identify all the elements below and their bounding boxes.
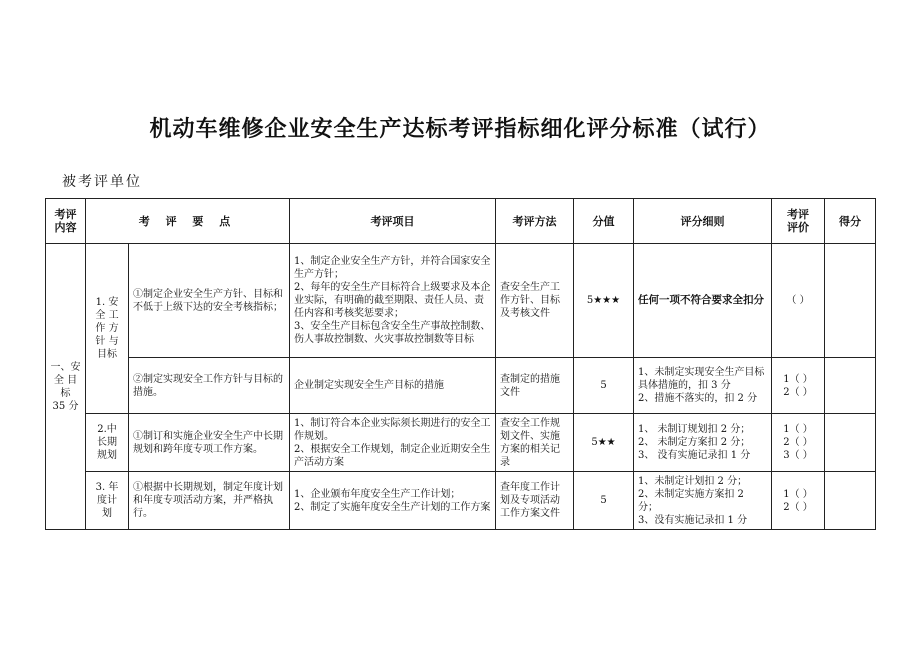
category-cell: 3. 年 度计 划 <box>86 472 129 530</box>
document-title: 机动车维修企业安全生产达标考评指标细化评分标准（试行） <box>149 117 771 142</box>
item-cell: 1、制定企业安全生产方针，并符合国家安全生产方针； 2、每年的安全生产目标符合上级要求及本企业实际，有明确的截至期限、责任人员、责任内容和考核奖惩要求； 3、安全生产目标包含安全生产事故控制数、伤人事故控制数、火灾事故控制数等目标 <box>290 244 496 358</box>
detail-cell: 1、未制定实现安全生产目标具体措施的，扣 3 分 2、措施不落实的，扣 2 分 <box>634 358 772 414</box>
point-cell: ①根据中长期规划，制定年度计划和年度专项活动方案，并严格执行。 <box>129 472 290 530</box>
item-cell: 1、企业颁布年度安全生产工作计划； 2、制定了实施年度安全生产计划的工作方案 <box>290 472 496 530</box>
eval-cell: 1（ ） 2（ ） 3（ ） <box>772 414 825 472</box>
result-cell <box>825 414 876 472</box>
method-cell: 查制定的措施文件 <box>496 358 574 414</box>
detail-cell: 任何一项不符合要求全扣分 <box>634 244 772 358</box>
item-cell: 1、制订符合本企业实际须长期进行的安全工作规划。 2、根据安全工作规划，制定企业近期安全生产活动方案 <box>290 414 496 472</box>
category-cell: 1. 安 全 工 作 方 针 与 目标 <box>86 244 129 414</box>
method-cell: 查年度工作计划及专项活动工作方案文件 <box>496 472 574 530</box>
score-cell: 5★★★ <box>574 244 634 358</box>
detail-cell: 1、 未制订规划扣 2 分； 2、 未制定方案扣 2 分； 3、 没有实施记录扣 1 分 <box>634 414 772 472</box>
table-row <box>46 358 876 414</box>
eval-cell: （ ） <box>772 244 825 358</box>
point-cell: ①制定企业安全生产方针、目标和不低于上级下达的安全考核指标； <box>129 244 290 358</box>
method-cell: 查安全生产工作方针、目标及考核文件 <box>496 244 574 358</box>
result-cell <box>825 358 876 414</box>
score-cell: 5 <box>574 358 634 414</box>
section-cell: 一、安 全 目 标 35 分 <box>46 244 86 530</box>
category-cell: 2.中 长期 规划 <box>86 414 129 472</box>
detail-cell: 1、未制定计划扣 2 分； 2、未制定实施方案扣 2 分； 3、没有实施记录扣 1 分 <box>634 472 772 530</box>
result-cell <box>825 244 876 358</box>
header-points: 考 评 要 点 <box>86 199 290 244</box>
point-cell: ①制订和实施企业安全生产中长期规划和跨年度专项工作方案。 <box>129 414 290 472</box>
header-row <box>46 199 876 244</box>
point-cell: ②制定实现安全工作方针与目标的措施。 <box>129 358 290 414</box>
eval-cell: 1（ ） 2（ ） <box>772 358 825 414</box>
score-cell: 5★★ <box>574 414 634 472</box>
header-result: 得分 <box>825 199 876 244</box>
table-row <box>46 414 876 472</box>
evaluated-unit-label: 被考评单位 <box>62 174 142 190</box>
header-method: 考评方法 <box>496 199 574 244</box>
score-cell: 5 <box>574 472 634 530</box>
scoring-table <box>45 198 876 530</box>
header-content: 考评 内容 <box>46 199 86 244</box>
header-eval: 考评 评价 <box>772 199 825 244</box>
header-score: 分值 <box>574 199 634 244</box>
header-detail: 评分细则 <box>634 199 772 244</box>
method-cell: 查安全工作规划文件、实施方案的相关记录 <box>496 414 574 472</box>
item-cell: 企业制定实现安全生产目标的措施 <box>290 358 496 414</box>
result-cell <box>825 472 876 530</box>
eval-cell: 1（ ） 2（ ） <box>772 472 825 530</box>
table-row <box>46 472 876 530</box>
table-row <box>46 244 876 358</box>
header-item: 考评项目 <box>290 199 496 244</box>
